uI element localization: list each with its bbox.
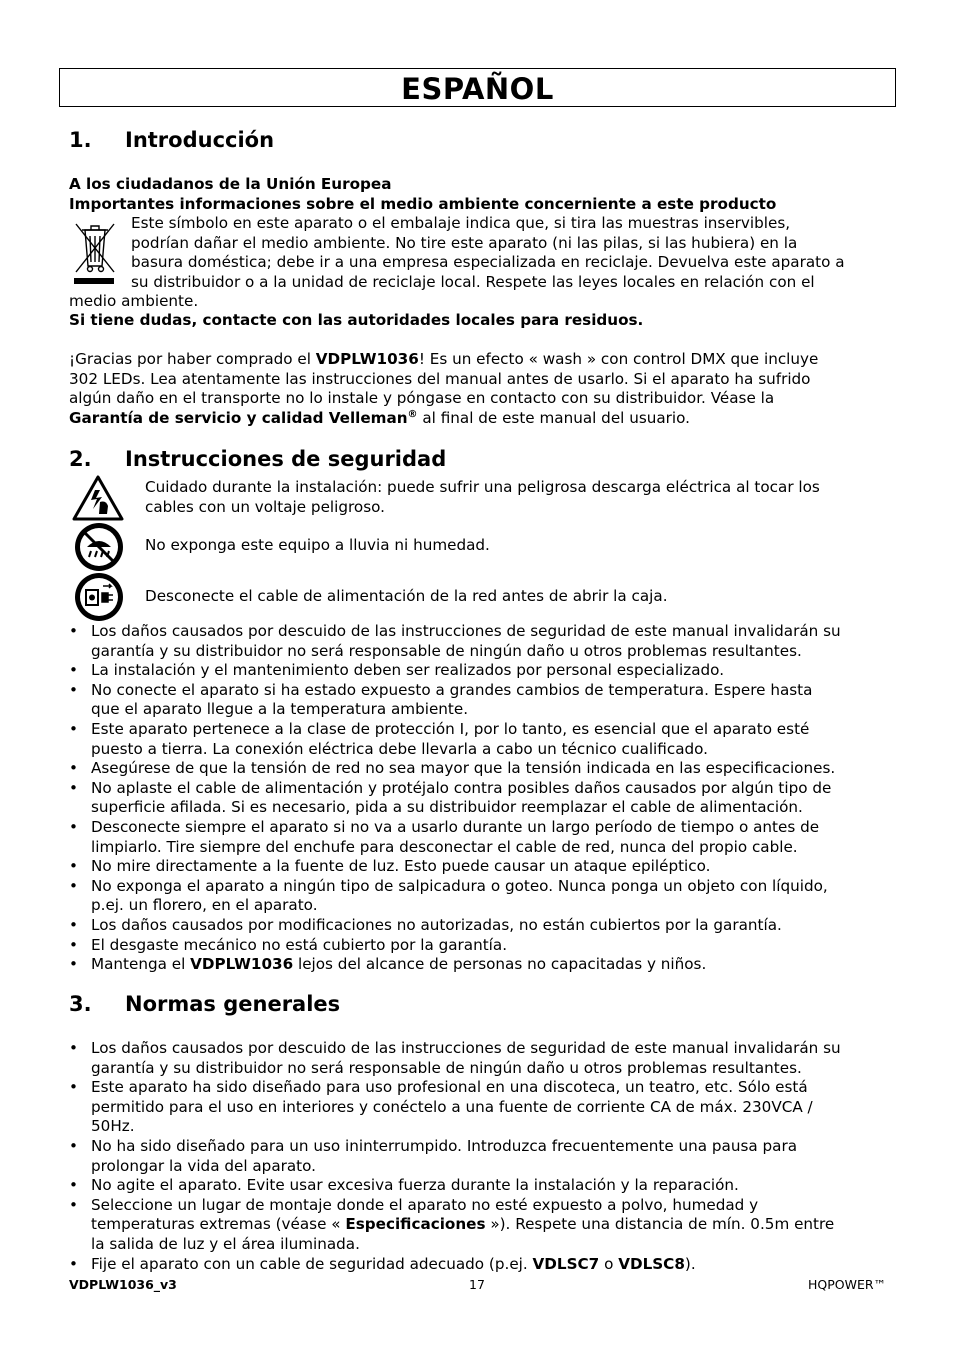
weee-line: Este símbolo en este aparato o el embalaje indica que, si tira las muestras inservibles, [131, 214, 791, 232]
thanks-paragraph [69, 350, 818, 428]
warranty-name: Garantía de servicio y calidad Velleman [69, 408, 408, 427]
registered-mark: ® [407, 408, 418, 420]
page-title: ESPAÑOL [401, 72, 554, 106]
section-heading-intro [69, 128, 274, 152]
disconnect-plug-icon [73, 571, 125, 623]
thanks-text: ¡Gracias por haber comprado el [69, 350, 316, 368]
list-item: • No agite el aparato. Evite usar excesiva fuerza durante la instalación y la reparación. [69, 1176, 739, 1195]
list-item: • Mantenga el VDPLW1036 lejos del alcance de personas no capacitadas y niños. [69, 955, 707, 974]
list-item: • Los daños causados por modificaciones no autorizadas, no están cubiertos por la garantía. [69, 915, 782, 934]
product-code: VDLSC7 [532, 1254, 600, 1273]
section-title: Normas generales [125, 992, 341, 1016]
electric-shock-icon [71, 474, 125, 522]
thanks-text: ! Es un efecto « wash » con control DMX que incluye [418, 350, 819, 368]
eu-heading: A los ciudadanos de la Unión Europea [69, 175, 392, 193]
list-item: • No mire directamente a la fuente de luz. Esto puede causar un ataque epiléptico. [69, 857, 711, 876]
safety-list [69, 622, 899, 975]
thanks-line: algún daño en el transporte no lo instale y póngase en contacto con su distribuidor. Véase la [69, 389, 775, 408]
list-item: • Los daños causados por descuido de las instrucciones de seguridad de este manual invalidarán su garantía y su distribuidor no será responsable de ningún daño u otros problemas resultantes. [69, 622, 841, 660]
section-heading-safety [69, 447, 446, 471]
list-item: • Este aparato ha sido diseñado para uso profesional en una discoteca, un teatro, etc. Sólo está permitido para el uso en interiores y conéctelo a una fuente de corriente CA de máx. 230VCA / 50Hz. [69, 1078, 813, 1136]
footer-doc-code: VDPLW1036_v3 [69, 1277, 177, 1292]
footer-brand: HQPOWER™ [808, 1277, 887, 1292]
list-item: • No conecte el aparato si ha estado expuesto a grandes cambios de temperatura. Espere hasta que el aparato llegue a la temperatura ambiente. [69, 680, 813, 719]
section-number: 2. [69, 447, 92, 471]
weee-line: basura doméstica; debe ir a una empresa especializada en reciclaje. Devuelva este aparato a [131, 253, 845, 272]
weee-line: su distribuidor o a la unidad de reciclaje local. Respete las leyes locales en relación con el [131, 272, 815, 291]
section-title: Instrucciones de seguridad [125, 447, 447, 471]
general-list [69, 1039, 899, 1274]
list-item: • No aplaste el cable de alimentación y protéjalo contra posibles daños causados por algún tipo de superficie afilada. Si es necesario, pida a su distribuidor reemplazar el cable de alimentación. [69, 778, 832, 817]
page-title-box [59, 68, 896, 107]
doubts-note: Si tiene dudas, contacte con las autoridades locales para residuos. [69, 311, 644, 329]
weee-line: podrían dañar el medio ambiente. No tire este aparato (ni las pilas, si las hubiera) en la [131, 233, 798, 252]
list-item: • El desgaste mecánico no está cubierto por la garantía. [69, 935, 508, 954]
product-name: VDPLW1036 [315, 350, 419, 368]
list-item: • Asegúrese de que la tensión de red no sea mayor que la tensión indicada en las especificaciones. [69, 759, 836, 778]
section-title: Introducción [125, 128, 275, 152]
warning-line: Cuidado durante la instalación: puede sufrir una peligrosa descarga eléctrica al tocar los [145, 478, 820, 496]
section-number: 1. [69, 128, 92, 152]
thanks-line: 302 LEDs. Lea atentamente las instrucciones del manual antes de usarlo. Si el aparato ha sufrido [69, 369, 811, 388]
weee-bin-icon [70, 216, 120, 286]
list-item: • Seleccione un lugar de montaje donde el aparato no esté expuesto a polvo, humedad y temperaturas extremas (véase « Especificaciones »). Respete una distancia de mín. 0.5m entre la salida de luz y el área iluminada. [69, 1195, 835, 1253]
section-heading-general [69, 992, 340, 1016]
warning-text: Desconecte el cable de alimentación de la red antes de abrir la caja. [145, 587, 668, 605]
list-item: • Este aparato pertenece a la clase de protección I, por lo tanto, es esencial que el aparato esté puesto a tierra. La conexión eléctrica debe llevarla a cabo un técnico cualificado. [69, 719, 810, 758]
list-item: • La instalación y el mantenimiento deben ser realizados por personal especializado. [69, 661, 725, 680]
thanks-text: al final de este manual del usuario. [417, 408, 690, 427]
warning-text [145, 478, 820, 517]
weee-last-line: medio ambiente. [69, 292, 199, 310]
weee-paragraph [131, 214, 845, 292]
list-item: • Los daños causados por descuido de las instrucciones de seguridad de este manual invalidarán su garantía y su distribuidor no será responsable de ningún daño u otros problemas resultantes. [69, 1039, 841, 1077]
list-item: • Fije el aparato con un cable de seguridad adecuado (p.ej. VDLSC7 o VDLSC8). [69, 1254, 696, 1273]
product-name: VDPLW1036 [190, 955, 294, 974]
warning-text: No exponga este equipo a lluvia ni humedad. [145, 536, 490, 554]
env-heading: Importantes informaciones sobre el medio ambiente concerniente a este producto [69, 195, 777, 213]
section-number: 3. [69, 992, 92, 1016]
footer-page-number: 17 [469, 1277, 485, 1292]
list-item: • No ha sido diseñado para un uso ininterrumpido. Introduzca frecuentemente una pausa para prolongar la vida del aparato. [69, 1136, 798, 1175]
list-item: • Desconecte siempre el aparato si no va a usarlo durante un largo período de tiempo o antes de limpiarlo. Tire siempre del enchufe para desconectar el cable de red, nunca del propio cable. [69, 817, 820, 856]
no-rain-icon [73, 521, 125, 573]
product-code: VDLSC8 [618, 1254, 685, 1273]
spec-reference: Especificaciones [345, 1215, 486, 1234]
warning-line: cables con un voltaje peligroso. [145, 497, 385, 516]
list-item: • No exponga el aparato a ningún tipo de salpicadura o goteo. Nunca ponga un objeto con líquido, p.ej. un florero, en el aparato. [69, 876, 828, 915]
